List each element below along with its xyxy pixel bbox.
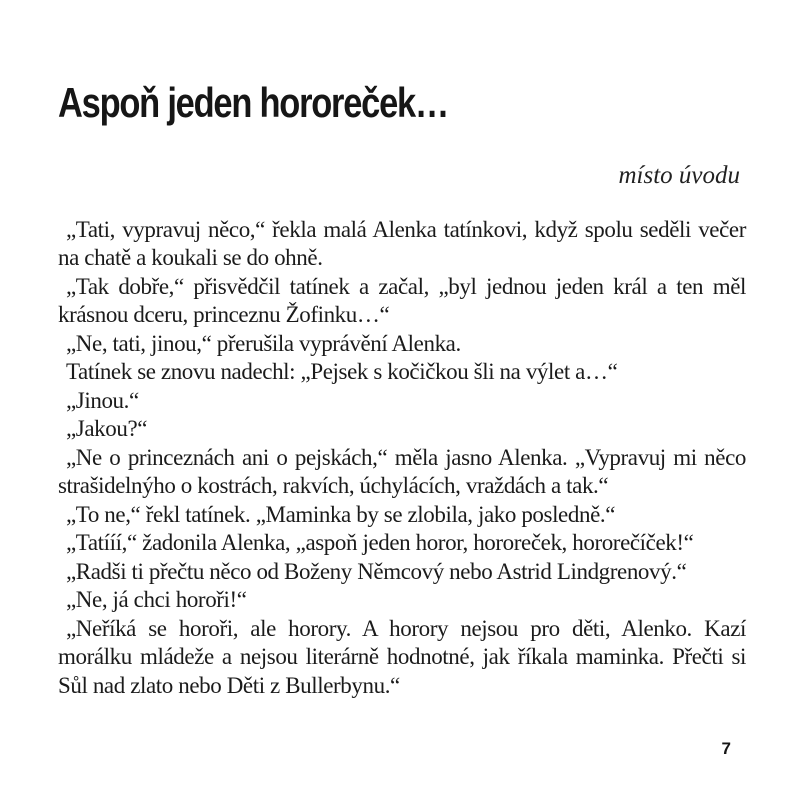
page-number: 7 [721, 739, 731, 758]
chapter-title: Aspoň jeden hororeček… [58, 79, 449, 126]
body-paragraph: „Tati, vypravuj něco,“ řekla malá Alenka tatínkovi, když spolu seděli večer na chatě a koukali se do ohně. [58, 216, 746, 270]
chapter-subtitle: místo úvodu [618, 162, 740, 189]
body-paragraph: „Ne, tati, jinou,“ přerušila vyprávění Alenka. [66, 330, 461, 356]
body-paragraph: Tatínek se znovu nadechl: „Pejsek s kočičkou šli na výlet a…“ [66, 359, 618, 384]
body-paragraph: „Tatííí,“ žadonila Alenka, „aspoň jeden horor, hororeček, hororečíček!“ [66, 530, 694, 555]
body-paragraph: „Neříká se horoři, ale horory. A horory nejsou pro děti, Alenko. Kazí morálku mládeže a nejsou literárně hodnotné, jak říkala maminka. Přečti si Sůl nad zlato nebo Děti z Bullerbynu.“ [58, 615, 746, 698]
body-paragraph: „Jakou?“ [66, 416, 148, 441]
body-paragraph: „Ne o princeznách ani o pejskách,“ měla jasno Alenka. „Vypravuj mi něco strašidelnýho o kostrách, rakvích, úchylácích, vraždách a tak.“ [58, 444, 746, 498]
body-paragraph: „Radši ti přečtu něco od Boženy Němcový nebo Astrid Lindgrenový.“ [66, 558, 687, 584]
body-paragraph: „Jinou.“ [66, 387, 139, 413]
body-paragraph: „Tak dobře,“ přisvědčil tatínek a začal, „byl jednou jeden král a ten měl krásnou dceru, princeznu Žofinku…“ [58, 273, 746, 327]
body-paragraph: „To ne,“ řekl tatínek. „Maminka by se zlobila, jako posledně.“ [66, 501, 616, 527]
page-content [58, 79, 746, 700]
body-paragraph: „Ne, já chci horoři!“ [66, 587, 247, 612]
body-text [58, 216, 746, 701]
